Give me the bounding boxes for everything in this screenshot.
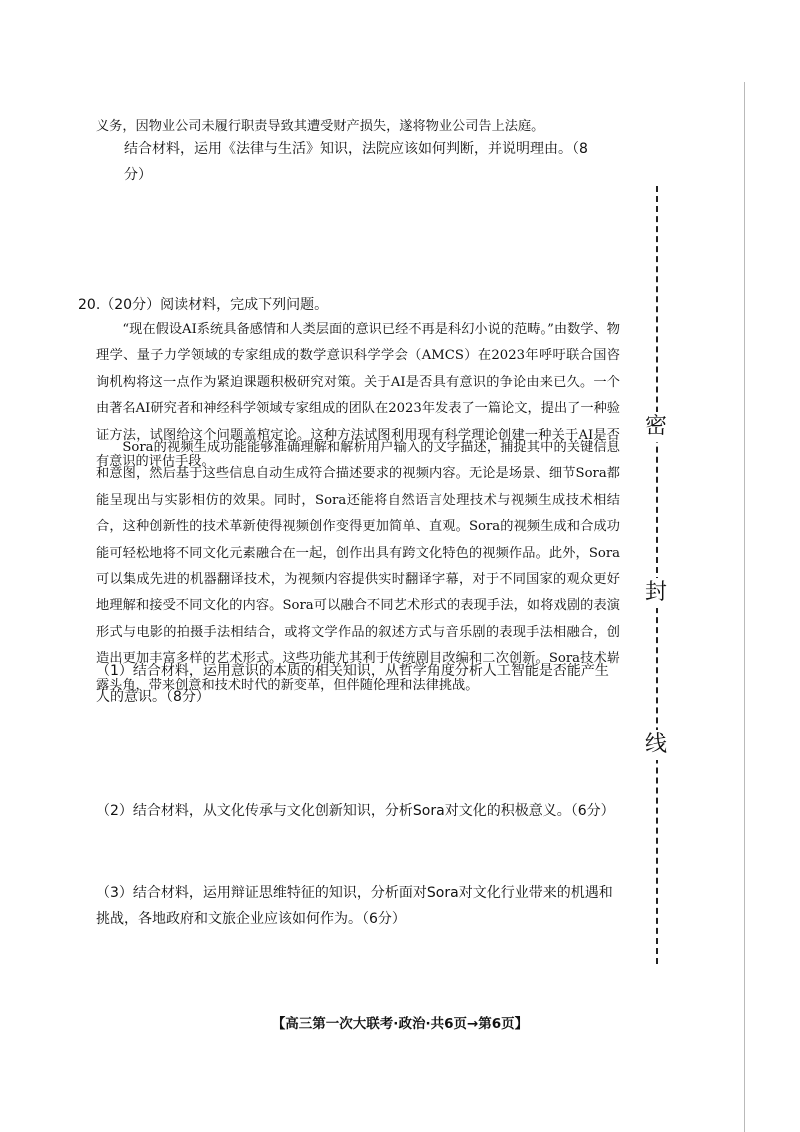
binding-margin-rule [744, 82, 745, 1132]
sub-question-2: （2）结合材料，从文化传承与文化创新知识，分析Sora对文化的积极意义。（6分） [96, 803, 615, 819]
seal-char-xian: 线 [641, 730, 671, 760]
question-20-header: 20.（20分）阅读材料，完成下列问题。 [78, 297, 329, 313]
page-footer: 【高三第一次大联考·政治·共6页→第6页】 [271, 1016, 529, 1032]
previous-question-prompt: 结合材料，运用《法律与生活》知识，法院应该如何判断，并说明理由。（8分） [124, 141, 588, 183]
material-paragraph-1: “现在假设AI系统具备感情和人类层面的意识已经不再是科幻小说的范畴。”由数学、物理学、量子力学领域的专家组成的数学意识科学学会（AMCS）在2023年呼吁联合国咨询机构将这一点作为紧迫课题积极研究对策。关于AI是否具有意识的争论由来已久。一个由著名AI研究者和神经科学领域专家组成的团队在2023年发表了一篇论文，提出了一种验证方法，试图给这个问题盖棺定论。这种方法试图利用现有科学理论创建一种关于AI是否有意识的评估手段。 [96, 322, 620, 470]
material-paragraph-2: Sora的视频生成功能能够准确理解和解析用户输入的文字描述，捕捉其中的关键信息和意图，然后基于这些信息自动生成符合描述要求的视频内容。无论是场景、细节Sora都能呈现出与实影相仿的效果。同时，Sora还能将自然语言处理技术与视频生成技术相结合，这种创新性的技术革新使得视频创作变得更加简单、直观。Sora的视频生成和合成功能可轻松地将不同文化元素融合在一起，创作出具有跨文化特色的视频作品。此外，Sora可以集成先进的机器翻译技术，为视频内容提供实时翻译字幕，对于不同国家的观众更好地理解和接受不同文化的内容。Sora可以融合不同艺术形式的表现手法，如将戏剧的表演形式与电影的拍摄手法相结合，或将文学作品的叙述方式与音乐剧的表现手法相融合，创造出更加丰富多样的艺术形式。这些功能尤其利于传统剧目改编和二次创新。Sora技术崭露头角，带来创意和技术时代的新变革，但伴随伦理和法律挑战。 [96, 440, 620, 693]
sub-question-1: （1）结合材料，运用意识的本质的相关知识，从哲学角度分析人工智能是否能产生人的意识。（8分） [96, 663, 609, 705]
sub-question-3: （3）结合材料，运用辩证思维特征的知识，分析面对Sora对文化行业带来的机遇和挑战，各地政府和文旅企业应该如何作为。（6分） [96, 885, 613, 927]
previous-question-continuation: 义务，因物业公司未履行职责导致其遭受财产损失，遂将物业公司告上法庭。 [96, 119, 545, 134]
seal-char-mi: 密 [641, 412, 671, 442]
seal-char-feng: 封 [641, 578, 671, 608]
seal-dashed-line [656, 186, 658, 964]
